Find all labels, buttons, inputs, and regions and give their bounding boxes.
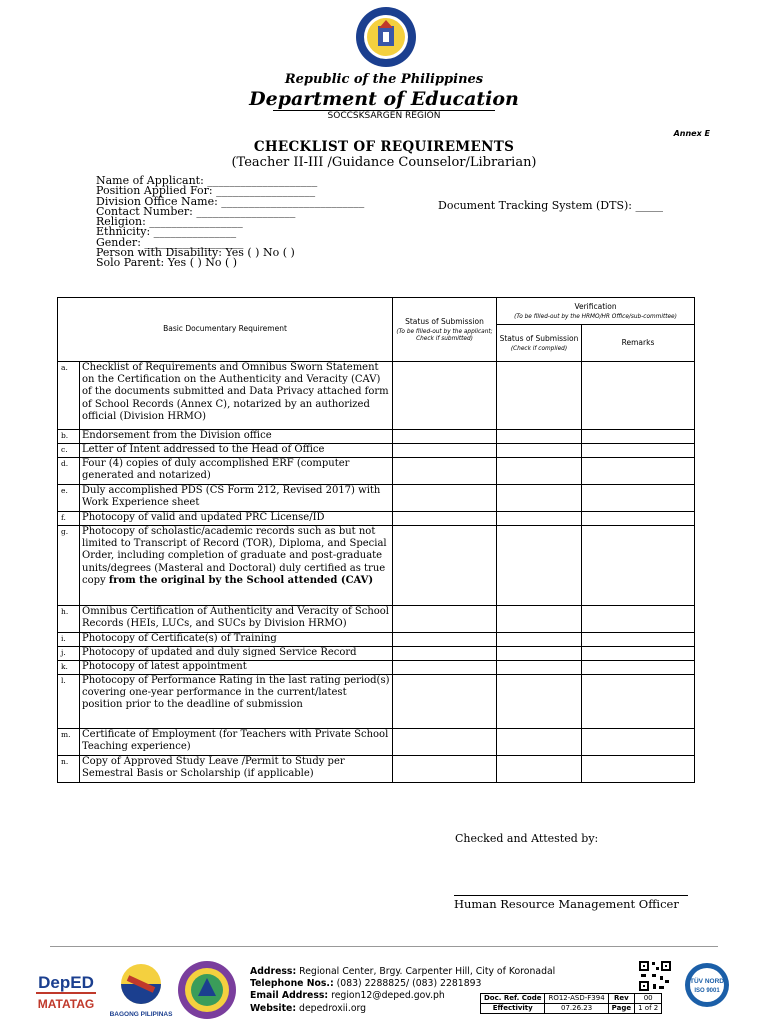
applicant-status-cell[interactable]	[393, 430, 497, 444]
effectivity-value: 07.26.23	[545, 1004, 608, 1014]
rev-label: Rev	[608, 994, 634, 1004]
requirement-letter: b.	[58, 430, 80, 444]
requirement-letter: d.	[58, 458, 80, 485]
verification-status-cell[interactable]	[497, 444, 582, 458]
status-column-header: Status of Submission (To be filled-out by the applicant; Check if submitted)	[393, 298, 497, 362]
iso-logo-text: ISO 9001	[694, 988, 720, 994]
requirement-text: Checklist of Requirements and Omnibus Sworn Statement on the Certification on the Authenticity and Veracity (CAV) of the documents submitted and Data Privacy attached form of School Records (Annex C), notarized by an authorized official (Division HRMO)	[80, 362, 393, 430]
qr-code-icon[interactable]	[638, 960, 672, 992]
requirement-letter: m.	[58, 729, 80, 756]
verification-status-cell[interactable]	[497, 661, 582, 675]
requirement-text: Duly accomplished PDS (CS Form 212, Revised 2017) with Work Experience sheet	[80, 485, 393, 512]
annex-label: Annex E	[673, 129, 710, 138]
requirement-text: Four (4) copies of duly accomplished ERF (computer generated and notarized)	[80, 458, 393, 485]
tuv-logo-text: TÜV NORD	[690, 978, 724, 985]
requirement-column-header: Basic Documentary Requirement	[58, 298, 393, 362]
footer-email-link[interactable]: region12@deped.gov.ph	[331, 990, 445, 1002]
ethnicity-field[interactable]: Ethnicity: _______________	[96, 225, 237, 239]
applicant-status-cell[interactable]	[393, 675, 497, 729]
signature-line[interactable]	[454, 895, 688, 896]
remarks-cell[interactable]	[582, 647, 695, 661]
remarks-cell[interactable]	[582, 756, 695, 783]
docref-label: Doc. Ref. Code	[481, 994, 545, 1004]
applicant-status-cell[interactable]	[393, 647, 497, 661]
footer-telephone: (083) 2288825/ (083) 2281893	[336, 978, 482, 990]
requirement-text: Photocopy of updated and duly signed Service Record	[80, 647, 393, 661]
requirement-row	[58, 606, 695, 633]
rev-value: 00	[635, 994, 662, 1004]
footer-divider	[50, 946, 718, 947]
republic-heading: Republic of the Philippines	[284, 72, 484, 87]
requirement-row	[58, 633, 695, 647]
matatag-logo-text: MATATAG	[37, 997, 95, 1011]
remarks-header: Remarks	[582, 325, 695, 362]
applicant-status-cell[interactable]	[393, 661, 497, 675]
requirement-row	[58, 458, 695, 485]
deped-matatag-logo	[34, 968, 98, 1018]
requirement-letter: h.	[58, 606, 80, 633]
applicant-status-cell[interactable]	[393, 458, 497, 485]
document-subtitle: (Teacher II-III /Guidance Counselor/Librarian)	[231, 155, 537, 170]
requirement-text: Letter of Intent addressed to the Head of Office	[80, 444, 393, 458]
requirement-text: Endorsement from the Division office	[80, 430, 393, 444]
remarks-cell[interactable]	[582, 633, 695, 647]
applicant-status-cell[interactable]	[393, 633, 497, 647]
verification-status-cell[interactable]	[497, 485, 582, 512]
pwd-field[interactable]: Person with Disability: Yes ( ) No ( )	[96, 246, 295, 260]
requirement-row	[58, 729, 695, 756]
requirement-text: Photocopy of Performance Rating in the last rating period(s) covering one-year performance in the current/latest position prior to the deadline of submission	[80, 675, 393, 729]
remarks-cell[interactable]	[582, 362, 695, 430]
verification-status-cell[interactable]	[497, 675, 582, 729]
requirement-row	[58, 485, 695, 512]
remarks-cell[interactable]	[582, 675, 695, 729]
applicant-status-cell[interactable]	[393, 362, 497, 430]
verification-status-cell[interactable]	[497, 633, 582, 647]
requirement-text: Omnibus Certification of Authenticity and Veracity of School Records (HEIs, LUCs, and SUCs by Division HRMO)	[80, 606, 393, 633]
bagong-pilipinas-logo	[108, 960, 174, 1020]
verification-status-cell[interactable]	[497, 458, 582, 485]
verification-status-cell[interactable]	[497, 729, 582, 756]
deped-seal-logo	[355, 6, 417, 68]
region-label: SOCCSKSARGEN REGION	[327, 111, 441, 121]
requirement-letter: a.	[58, 362, 80, 430]
footer-website-link[interactable]: depedroxii.org	[299, 1002, 367, 1014]
requirement-text: Photocopy of scholastic/academic records such as but not limited to Transcript of Record (TOR), Diploma, and Special Order, including completion of graduate and post-graduate units/degrees (Masteral and Doctoral) duly certified as true copy from the original by the School attended (CAV)	[80, 526, 393, 606]
requirement-text: Copy of Approved Study Leave /Permit to Study per Semestral Basis or Scholarship (if applicable)	[80, 756, 393, 783]
footer-contact-block: Address: Regional Center, Brgy. Carpenter Hill, City of Koronadal Telephone Nos.: (083) 2288825/ (083) 2281893 Email Address: region12@deped.gov.ph Website: depedroxii.org	[250, 966, 556, 1014]
verification-status-cell[interactable]	[497, 756, 582, 783]
docref-value: RO12-ASD-F394	[545, 994, 608, 1004]
page-label: Page	[608, 1004, 634, 1014]
verification-status-cell[interactable]	[497, 647, 582, 661]
applicant-info-block	[96, 176, 364, 269]
verification-status-cell[interactable]	[497, 512, 582, 526]
remarks-cell[interactable]	[582, 526, 695, 606]
requirement-letter: i.	[58, 633, 80, 647]
requirement-row	[58, 444, 695, 458]
requirement-text: Photocopy of Certificate(s) of Training	[80, 633, 393, 647]
department-heading: Department of Education	[249, 88, 519, 110]
requirement-row	[58, 675, 695, 729]
footer-address: Regional Center, Brgy. Carpenter Hill, City of Koronadal	[299, 966, 556, 977]
contact-number-field[interactable]: Contact Number: __________________	[96, 204, 296, 218]
effectivity-label: Effectivity	[481, 1004, 545, 1014]
remarks-cell[interactable]	[582, 606, 695, 633]
requirement-letter: l.	[58, 675, 80, 729]
verification-status-cell[interactable]	[497, 430, 582, 444]
requirement-letter: n.	[58, 756, 80, 783]
verification-status-cell[interactable]	[497, 362, 582, 430]
religion-field[interactable]: Religion: _________________	[96, 215, 243, 229]
tuv-certification-icon	[684, 962, 730, 1008]
requirement-row	[58, 362, 695, 430]
requirement-letter: j.	[58, 647, 80, 661]
applicant-status-cell[interactable]	[393, 729, 497, 756]
applicant-status-cell[interactable]	[393, 606, 497, 633]
requirement-letter: f.	[58, 512, 80, 526]
verification-status-cell[interactable]	[497, 606, 582, 633]
remarks-cell[interactable]	[582, 729, 695, 756]
remarks-cell[interactable]	[582, 458, 695, 485]
checked-attested-label: Checked and Attested by:	[455, 832, 599, 845]
requirement-row	[58, 661, 695, 675]
hrmo-title: Human Resource Management Officer	[454, 897, 679, 911]
applicant-status-cell[interactable]	[393, 512, 497, 526]
requirement-letter: k.	[58, 661, 80, 675]
requirement-letter: e.	[58, 485, 80, 512]
applicant-status-cell[interactable]	[393, 485, 497, 512]
bagong-logo-text: BAGONG PILIPINAS	[109, 1011, 173, 1018]
requirement-row	[58, 430, 695, 444]
requirement-row	[58, 526, 695, 606]
requirement-text: Photocopy of latest appointment	[80, 661, 393, 675]
requirement-text: Certificate of Employment (for Teachers with Private School Teaching experience)	[80, 729, 393, 756]
remarks-cell[interactable]	[582, 512, 695, 526]
position-applied-field[interactable]: Position Applied For: __________________	[96, 184, 316, 198]
deped-logo-text: DepED	[38, 973, 94, 992]
verification-column-header: Verification (To be filled-out by the HRMO/HR Office/sub-committee)	[497, 298, 695, 325]
remarks-cell[interactable]	[582, 485, 695, 512]
division-office-field[interactable]: Division Office Name: __________________________	[96, 194, 365, 208]
document-reference-table	[480, 993, 662, 1014]
applicant-status-cell[interactable]	[393, 444, 497, 458]
applicant-status-cell[interactable]	[393, 526, 497, 606]
requirement-letter: c.	[58, 444, 80, 458]
requirement-letter: g.	[58, 526, 80, 606]
requirement-row	[58, 647, 695, 661]
requirement-row	[58, 756, 695, 783]
requirement-text: Photocopy of valid and updated PRC License/ID	[80, 512, 393, 526]
remarks-cell[interactable]	[582, 444, 695, 458]
solo-parent-field[interactable]: Solo Parent: Yes ( ) No ( )	[96, 256, 238, 270]
remarks-cell[interactable]	[582, 430, 695, 444]
verification-status-header: Status of Submission (Check if complied)	[497, 325, 582, 362]
applicant-name-field[interactable]: Name of Applicant: ____________________	[96, 174, 318, 187]
gender-field[interactable]: Gender: __________________	[96, 235, 244, 249]
requirement-row	[58, 512, 695, 526]
requirements-table	[57, 297, 695, 783]
region-office-logo	[176, 960, 238, 1020]
dts-field[interactable]: Document Tracking System (DTS): _____	[438, 199, 663, 212]
applicant-status-cell[interactable]	[393, 756, 497, 783]
page-value: 1 of 2	[635, 1004, 662, 1014]
verification-status-cell[interactable]	[497, 526, 582, 606]
document-title: CHECKLIST OF REQUIREMENTS	[253, 139, 515, 155]
remarks-cell[interactable]	[582, 661, 695, 675]
